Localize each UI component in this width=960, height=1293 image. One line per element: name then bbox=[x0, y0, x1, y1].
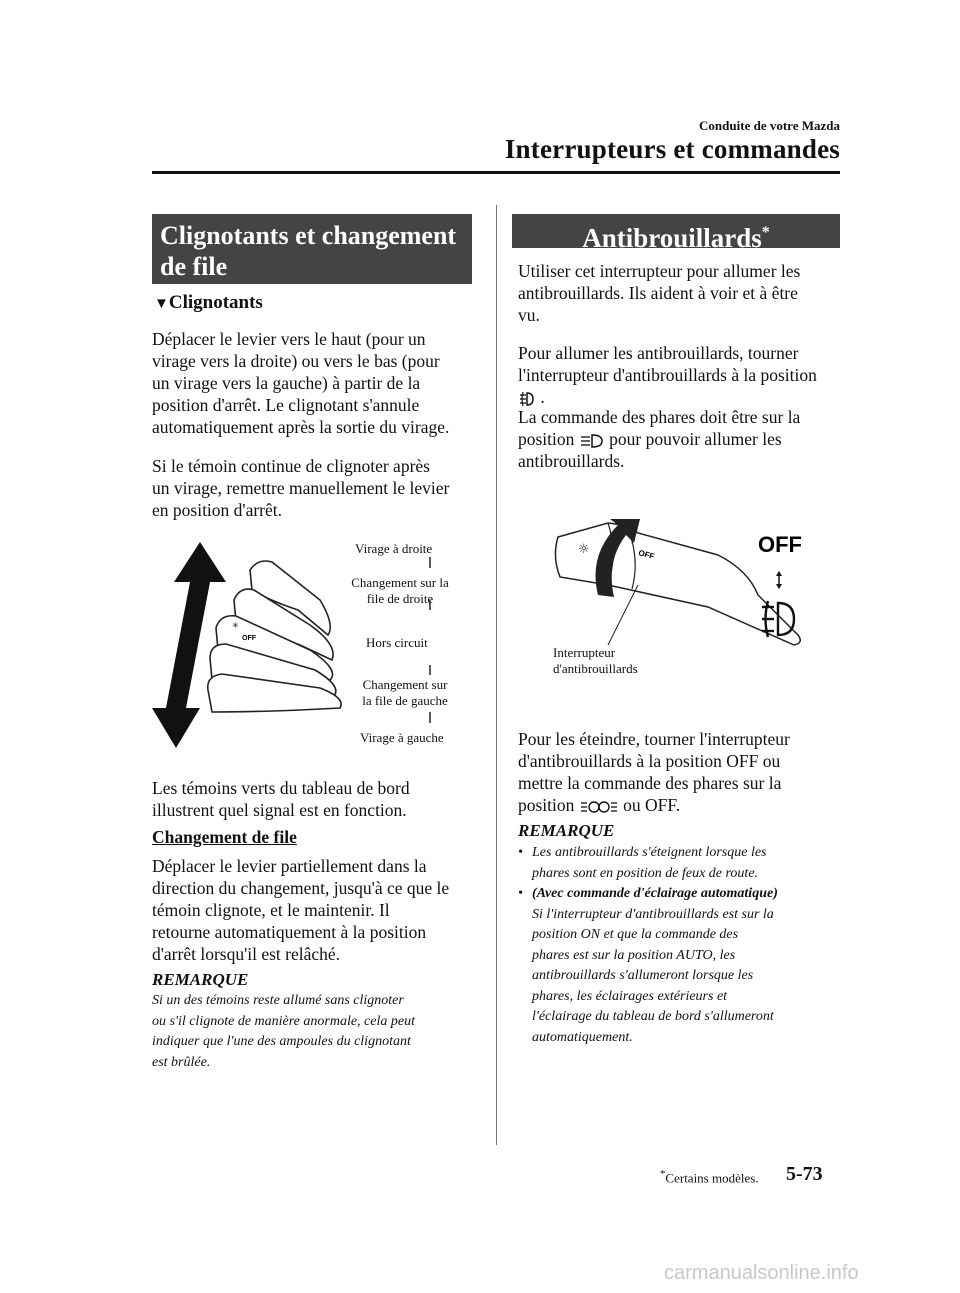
fog-note-1 bbox=[518, 843, 840, 884]
parking-lights-icon bbox=[579, 799, 619, 815]
text-fragment: position bbox=[518, 429, 575, 449]
text-line: Pour allumer les antibrouillards, tourner bbox=[518, 343, 799, 363]
fog-note-2 bbox=[518, 884, 840, 1048]
header-rule bbox=[152, 171, 840, 174]
text-line: Si l'interrupteur d'antibrouillards est sur la bbox=[532, 906, 774, 922]
callout-fog-switch bbox=[553, 645, 638, 677]
paragraph-1 bbox=[152, 328, 482, 438]
text-line: antibrouillards. bbox=[518, 451, 625, 471]
column-divider bbox=[496, 205, 497, 1145]
text-line: automatiquement. bbox=[532, 1029, 633, 1045]
double-arrow-icon bbox=[152, 542, 226, 748]
paragraph-2 bbox=[152, 455, 482, 521]
heading-text: Antibrouillards bbox=[582, 223, 762, 253]
text-fragment: pour pouvoir allumer les bbox=[609, 429, 782, 449]
text-line: direction du changement, jusqu'à ce que le bbox=[152, 878, 450, 898]
text-line: Déplacer le levier vers le haut (pour un bbox=[152, 329, 426, 349]
text-fragment: position bbox=[518, 795, 575, 815]
section-title: Conduite de votre Mazda bbox=[699, 118, 840, 133]
text-line: en position d'arrêt. bbox=[152, 500, 282, 520]
text-line: la file de gauche bbox=[362, 693, 448, 708]
heading-line: Clignotants et changement bbox=[160, 221, 457, 250]
watermark: carmanualsonline.info bbox=[664, 1262, 859, 1284]
text-line: phares, les éclairages extérieurs et bbox=[532, 988, 728, 1004]
paragraph-3 bbox=[152, 777, 482, 821]
text-fragment: . bbox=[540, 387, 545, 407]
text-line: file de droite bbox=[366, 591, 434, 606]
text-line: l'interrupteur d'antibrouillards à la position bbox=[518, 365, 817, 385]
section-heading-fog-lights bbox=[512, 214, 840, 253]
text-line: phares est sur la position AUTO, les bbox=[532, 947, 736, 963]
label-left-lane-change bbox=[350, 677, 460, 709]
text-line: Si un des témoins reste allumé sans clignoter bbox=[152, 993, 404, 1008]
fog-paragraph-1 bbox=[518, 260, 843, 326]
text-line: d'antibrouillards bbox=[553, 661, 638, 676]
section-heading-turn-signals bbox=[152, 214, 472, 284]
text-line: antibrouillards s'allumeront lorsque les bbox=[532, 968, 754, 983]
text-line: position d'arrêt. Le clignotant s'annule bbox=[152, 395, 420, 415]
text-line: Déplacer le levier partiellement dans la bbox=[152, 856, 427, 876]
footnote-text: Certains modèles. bbox=[665, 1170, 759, 1186]
text-line: est brûlée. bbox=[152, 1054, 211, 1070]
text-line bbox=[518, 884, 840, 905]
text-fragment: (Avec commande d'éclairage automatique) bbox=[532, 886, 778, 901]
text-line: indiquer que l'une des ampoules du clignotant bbox=[152, 1034, 411, 1049]
text-line: automatiquement après la sortie du virage. bbox=[152, 417, 450, 437]
turn-signal-lever-illustration bbox=[150, 530, 480, 755]
subheading-turn-signals bbox=[154, 292, 263, 314]
page-number: 5-73 bbox=[786, 1163, 823, 1185]
fog-note-heading: REMARQUE bbox=[518, 821, 615, 840]
text-line: mettre la commande des phares sur la bbox=[518, 773, 782, 793]
fog-paragraph-3 bbox=[518, 406, 843, 472]
svg-text:☼: ☼ bbox=[578, 542, 590, 557]
text-line: Pour les éteindre, tourner l'interrupteur bbox=[518, 729, 790, 749]
text-line: témoin clignote, et le maintenir. Il bbox=[152, 900, 390, 920]
text-line: Interrupteur bbox=[553, 645, 616, 660]
svg-text:OFF: OFF bbox=[758, 532, 802, 557]
label-off: Hors circuit bbox=[366, 635, 428, 650]
text-line: illustrent quel signal est en fonction. bbox=[152, 800, 407, 820]
fog-light-switch-illustration bbox=[548, 515, 838, 665]
paragraph-4 bbox=[152, 855, 482, 965]
text-line: antibrouillards. Ils aident à voir et à être bbox=[518, 283, 798, 303]
text-line: phares sont en position de feux de route. bbox=[532, 865, 759, 881]
text-line: Si le témoin continue de clignoter après bbox=[152, 456, 430, 476]
headlight-icon bbox=[579, 433, 605, 449]
star-marker-icon: * bbox=[660, 1168, 666, 1180]
note-text bbox=[152, 991, 482, 1073]
label-right-turn: Virage à droite bbox=[355, 541, 433, 556]
svg-text:OFF: OFF bbox=[637, 548, 656, 562]
fog-paragraph-4 bbox=[518, 728, 843, 816]
text-line: virage vers la droite) ou vers le bas (pour bbox=[152, 351, 440, 371]
text-line bbox=[518, 386, 843, 408]
text-line: l'éclairage du tableau de bord s'allumeront bbox=[532, 1009, 774, 1024]
svg-text:OFF: OFF bbox=[242, 635, 256, 642]
label-left-turn: Virage à gauche bbox=[360, 730, 444, 745]
text-line: retourne automatiquement à la position bbox=[152, 922, 427, 942]
text-line: La commande des phares doit être sur la bbox=[518, 407, 801, 427]
bullet-icon: • bbox=[518, 845, 523, 860]
text-line bbox=[518, 843, 840, 864]
text-line: Utiliser cet interrupteur pour allumer les bbox=[518, 261, 801, 281]
svg-text:✳: ✳ bbox=[232, 621, 239, 630]
text-line: Changement sur la bbox=[351, 575, 449, 590]
text-line bbox=[518, 794, 843, 816]
text-line: Changement sur bbox=[362, 677, 448, 692]
text-line: un virage vers la gauche) à partir de la bbox=[152, 373, 421, 393]
label-right-lane-change bbox=[340, 575, 460, 607]
heading-line: de file bbox=[160, 252, 228, 281]
text-fragment: Les antibrouillards s'éteignent lorsque les bbox=[532, 845, 767, 860]
text-line: un virage, remettre manuellement le levier bbox=[152, 478, 450, 498]
page-title: Interrupteurs et commandes bbox=[504, 134, 840, 164]
fog-light-large-icon bbox=[762, 601, 794, 637]
text-line: Les témoins verts du tableau de bord bbox=[152, 778, 410, 798]
star-marker-icon: * bbox=[761, 224, 770, 241]
text-line bbox=[518, 428, 843, 450]
note-heading: REMARQUE bbox=[152, 970, 249, 989]
fog-paragraph-2 bbox=[518, 342, 843, 408]
subheading-text: Clignotants bbox=[168, 292, 263, 313]
text-line: ou s'il clignote de manière anormale, cela peut bbox=[152, 1013, 415, 1029]
triangle-marker-icon: ▼ bbox=[154, 296, 169, 312]
text-fragment: ou OFF. bbox=[623, 795, 681, 815]
text-line: vu. bbox=[518, 305, 540, 325]
text-line: d'antibrouillards à la position OFF ou bbox=[518, 751, 781, 771]
lane-change-heading: Changement de file bbox=[152, 827, 297, 847]
footnote bbox=[660, 1168, 759, 1186]
text-line: d'arrêt lorsqu'il est relâché. bbox=[152, 944, 341, 964]
bullet-icon: • bbox=[518, 886, 523, 901]
text-line: position ON et que la commande des bbox=[532, 927, 739, 942]
